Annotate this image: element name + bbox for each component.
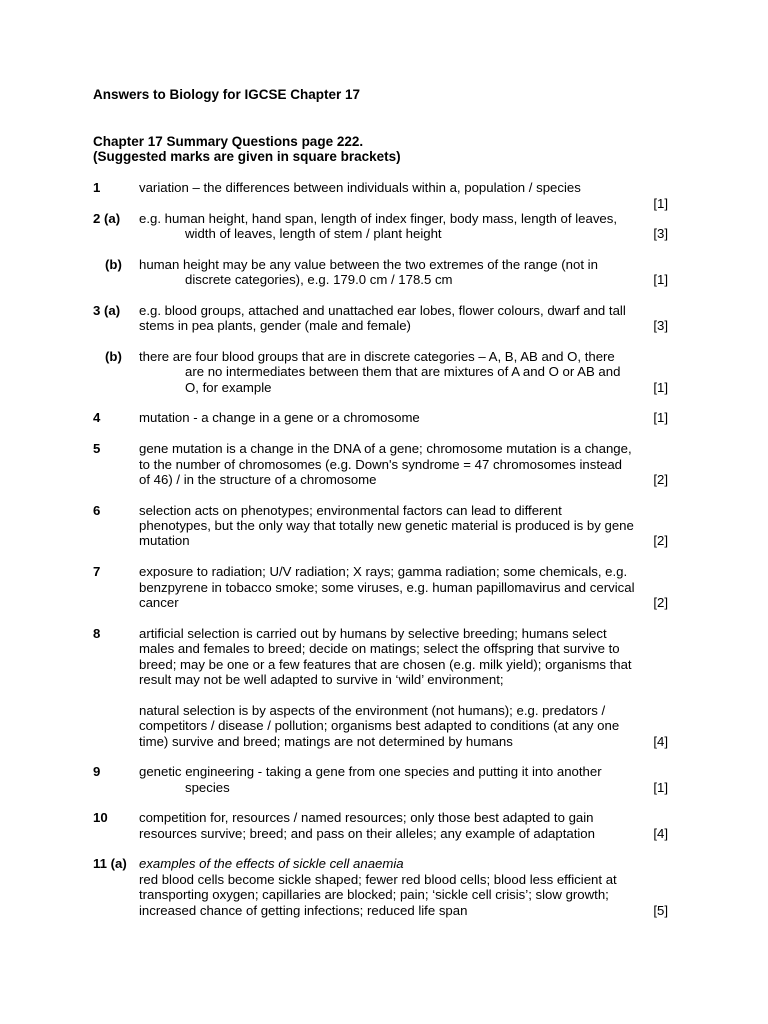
answer-line: e.g. human height, hand span, length of index finger, body mass, length of leaves, — [139, 211, 618, 226]
question-number: 5 — [93, 441, 101, 456]
answer-line: discrete categories), e.g. 179.0 cm / 178.5 cm — [185, 272, 453, 287]
answer-line: artificial selection is carried out by humans by selective breeding; humans select — [139, 626, 607, 641]
answer-mark: [2] — [653, 472, 668, 487]
answer-mark: [2] — [653, 533, 668, 548]
answer-line: O, for example — [185, 380, 272, 395]
answer-line: males and females to breed; decide on matings; select the offspring that survive to — [139, 641, 620, 656]
answer-line: result may not be well adapted to survive in ‘wild’ environment; — [139, 672, 504, 687]
answer-mark: [1] — [653, 410, 668, 425]
answer-line: variation – the differences between individuals within a, population / species — [139, 180, 581, 195]
answer-subheading: examples of the effects of sickle cell anaemia — [139, 856, 404, 871]
answer-line: width of leaves, length of stem / plant height — [185, 226, 442, 241]
answer-mark: [1] — [653, 196, 668, 211]
answer-line: benzpyrene in tobacco smoke; some viruses, e.g. human papillomavirus and cervical — [139, 580, 635, 595]
question-number: 10 — [93, 810, 108, 825]
answer-line: of 46) / in the structure of a chromosome — [139, 472, 377, 487]
question-number: 11 (a) — [93, 856, 127, 871]
question-number: (b) — [105, 349, 122, 364]
answer-line: transporting oxygen; capillaries are blocked; pain; ‘sickle cell crisis’; slow growth; — [139, 887, 609, 902]
question-number: (b) — [105, 257, 122, 272]
answer-mark: [3] — [653, 226, 668, 241]
document-title: Answers to Biology for IGCSE Chapter 17 — [93, 87, 361, 102]
question-number: 8 — [93, 626, 101, 641]
answer-line: selection acts on phenotypes; environmental factors can lead to different — [139, 503, 562, 518]
answer-line: e.g. blood groups, attached and unattached ear lobes, flower colours, dwarf and tall — [139, 303, 626, 318]
summary-heading: Chapter 17 Summary Questions page 222. — [93, 134, 364, 149]
marks-note: (Suggested marks are given in square brackets) — [93, 149, 401, 164]
question-number: 9 — [93, 764, 101, 779]
answer-line: are no intermediates between them that are mixtures of A and O or AB and — [185, 364, 621, 379]
answer-line: competition for, resources / named resources; only those best adapted to gain — [139, 810, 594, 825]
answer-line: breed; may be one or a few features that are chosen (e.g. milk yield); organisms that — [139, 657, 632, 672]
answer-line: increased chance of getting infections; reduced life span — [139, 903, 468, 918]
answer-line: cancer — [139, 595, 179, 610]
answer-mark: [5] — [653, 903, 668, 918]
question-number: 3 (a) — [93, 303, 121, 318]
answer-line: time) survive and breed; matings are not determined by humans — [139, 734, 513, 749]
answer-line: to the number of chromosomes (e.g. Down's syndrome = 47 chromosomes instead — [139, 457, 622, 472]
answer-line: stems in pea plants, gender (male and female) — [139, 318, 411, 333]
answer-line: there are four blood groups that are in discrete categories – A, B, AB and O, there — [139, 349, 615, 364]
answer-line: mutation — [139, 533, 190, 548]
answer-line: mutation - a change in a gene or a chromosome — [139, 410, 420, 425]
answer-mark: [1] — [653, 272, 668, 287]
question-number: 4 — [93, 410, 101, 425]
answer-line: phenotypes, but the only way that totally new genetic material is produced is by gene — [139, 518, 634, 533]
answer-line: resources survive; breed; and pass on their alleles; any example of adaptation — [139, 826, 595, 841]
answer-mark: [3] — [653, 318, 668, 333]
answer-line: natural selection is by aspects of the environment (not humans); e.g. predators / — [139, 703, 606, 718]
answer-line: human height may be any value between the two extremes of the range (not in — [139, 257, 598, 272]
answer-mark: [1] — [653, 380, 668, 395]
answer-mark: [2] — [653, 595, 668, 610]
answer-line: exposure to radiation; U/V radiation; X rays; gamma radiation; some chemicals, e.g. — [139, 564, 628, 579]
answer-line: gene mutation is a change in the DNA of a gene; chromosome mutation is a change, — [139, 441, 632, 456]
question-number: 6 — [93, 503, 101, 518]
question-number: 7 — [93, 564, 101, 579]
answer-mark: [1] — [653, 780, 668, 795]
answer-mark: [4] — [653, 734, 668, 749]
question-number: 2 (a) — [93, 211, 121, 226]
answer-line: genetic engineering - taking a gene from one species and putting it into another — [139, 764, 602, 779]
answer-line: red blood cells become sickle shaped; fewer red blood cells; blood less efficient at — [139, 872, 617, 887]
answer-mark: [4] — [653, 826, 668, 841]
question-number: 1 — [93, 180, 101, 195]
answer-line: competitors / disease / pollution; organisms best adapted to conditions (at any one — [139, 718, 620, 733]
answer-line: species — [185, 780, 230, 795]
